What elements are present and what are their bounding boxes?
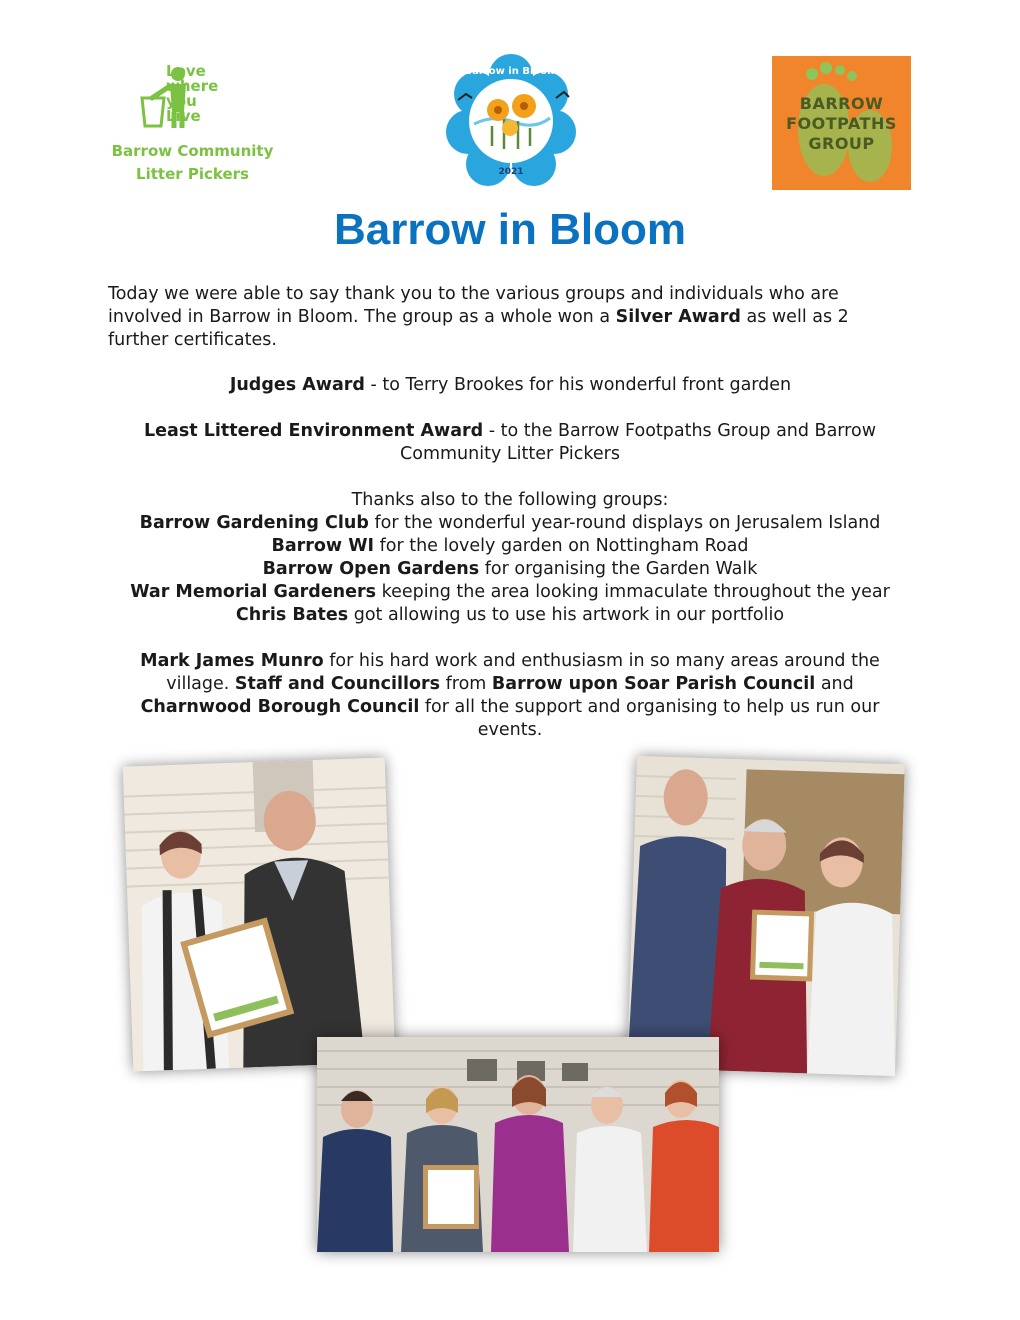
thanks-group-name: Barrow Gardening Club: [139, 513, 369, 533]
thanks-group-name: War Memorial Gardeners: [130, 582, 377, 602]
closing-text: from: [440, 674, 492, 694]
thanks-group-text: for organising the Garden Walk: [479, 559, 758, 579]
thanks-list: [100, 489, 920, 627]
thanks-item: [100, 604, 920, 627]
barrow-in-bloom-badge: [446, 54, 576, 188]
footpaths-line: BARROW: [799, 94, 884, 113]
footpaths-line: FOOTPATHS: [786, 114, 897, 133]
thanks-group-name: Chris Bates: [235, 605, 349, 625]
tagline-line: Live: [166, 107, 201, 125]
thanks-item: [100, 535, 920, 558]
tagline-line: where: [166, 77, 219, 95]
photo-certificate-presentation-left: [123, 758, 395, 1072]
thanks-item: [100, 581, 920, 604]
thanks-group-text: for the lovely garden on Nottingham Road: [374, 536, 749, 556]
litter-pickers-logo: [110, 62, 275, 187]
closing-text: for his hard work and enthusiasm in so many areas around the village.: [166, 651, 880, 694]
photo-group-with-certificate: [317, 1037, 719, 1252]
tagline-line: you: [166, 92, 197, 110]
tagline-line: Love: [166, 62, 206, 80]
intro-text-end: as well as 2 further certificates.: [108, 307, 849, 350]
intro-text: Today we were able to say thank you to the various groups and individuals who are involved in Barrow in Bloom. The group as a whole won a: [108, 284, 839, 327]
thanks-group-name: Barrow WI: [271, 536, 375, 556]
least-littered-award-line: [140, 420, 880, 466]
page-title: Barrow in Bloom: [333, 205, 687, 254]
award-text: - to Terry Brookes for his wonderful front garden: [364, 375, 792, 395]
judges-award-line: [108, 374, 913, 397]
footpaths-group-logo: [772, 56, 911, 190]
thanks-group-text: keeping the area looking immaculate throughout the year: [376, 582, 890, 602]
silver-award-text: Silver Award: [615, 307, 741, 327]
footpaths-group-name: [772, 94, 911, 154]
award-name: Judges Award: [229, 375, 365, 395]
photo-certificate-presentation-right: [627, 756, 905, 1076]
closing-paragraph: [120, 650, 900, 742]
thanks-group-text: for the wonderful year-round displays on Jerusalem Island: [368, 513, 881, 533]
thanks-group-name: Barrow Open Gardens: [262, 559, 480, 579]
award-name: Least Littered Environment Award: [143, 421, 484, 441]
thanks-item: [100, 512, 920, 535]
bloom-badge-year: 2021: [498, 167, 524, 177]
litter-pickers-name-line: Barrow Community: [111, 142, 274, 160]
award-text: - to the Barrow Footpaths Group and Barrow Community Litter Pickers: [400, 421, 877, 464]
litter-pickers-name: [110, 140, 275, 186]
closing-text: and: [815, 674, 854, 694]
thanks-group-text: got allowing us to use his artwork in our portfolio: [348, 605, 785, 625]
closing-bold: Barrow upon Soar Parish Council: [491, 674, 816, 694]
thanks-heading: Thanks also to the following groups:: [351, 490, 669, 510]
footpaths-line: GROUP: [808, 134, 875, 153]
closing-text: for all the support and organising to help us run our events.: [419, 697, 880, 740]
closing-bold: Staff and Councillors: [234, 674, 441, 694]
intro-paragraph: [108, 283, 913, 352]
closing-bold: Charnwood Borough Council: [140, 697, 420, 717]
bloom-badge-title: Barrow in Bloom: [464, 66, 558, 77]
closing-bold: Mark James Munro: [140, 651, 324, 671]
love-where-you-live-tagline: [166, 64, 218, 124]
thanks-item: [100, 558, 920, 581]
litter-pickers-name-line: Litter Pickers: [136, 165, 249, 183]
